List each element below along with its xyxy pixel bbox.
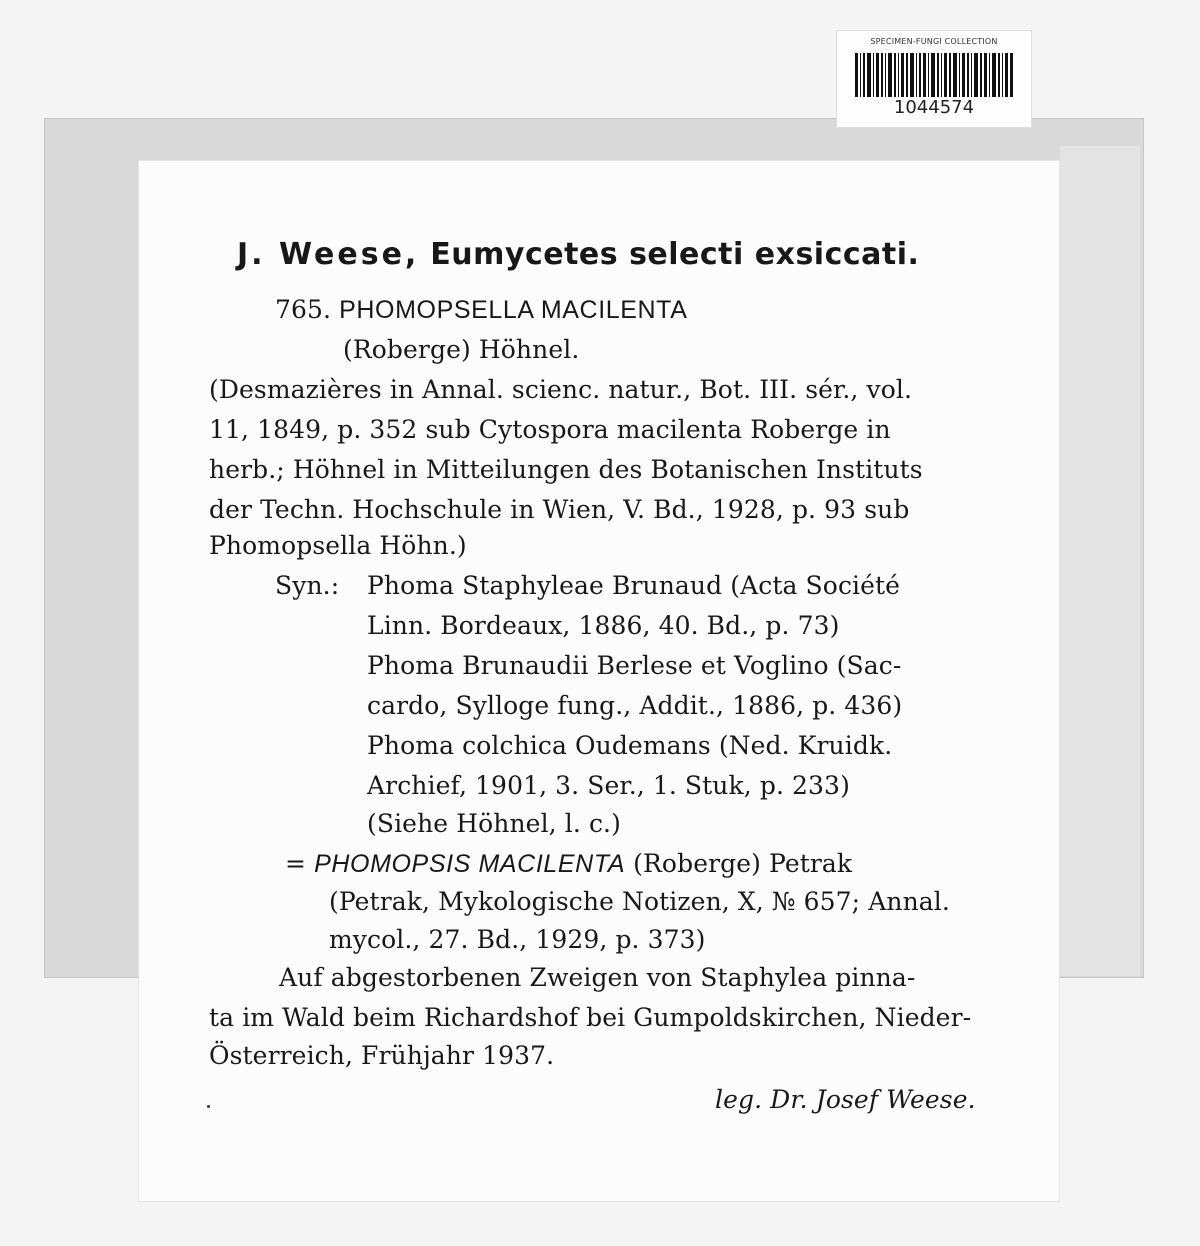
synonym-line: cardo, Sylloge fung., Addit., 1886, p. 436) xyxy=(367,691,903,720)
citation-line: (Desmazières in Annal. scienc. natur., Bot. III. sér., vol. xyxy=(209,375,912,404)
current-authority: (Roberge) Petrak xyxy=(633,849,853,878)
equals-sign: = xyxy=(285,849,307,878)
citation-line: Phomopsella Höhn.) xyxy=(209,531,467,560)
synonym-line: (Siehe Höhnel, l. c.) xyxy=(367,809,621,838)
series-title: Eumycetes selecti exsiccati. xyxy=(430,237,920,272)
current-name: PHOMOPSIS MACILENTA xyxy=(314,850,626,878)
barcode-number: 1044574 xyxy=(893,97,975,118)
barcode-header: SPECIMEN-FUNGI COLLECTION xyxy=(870,37,998,46)
taxon-authority: (Roberge) Höhnel. xyxy=(343,335,580,364)
series-author: J. Weese, xyxy=(237,237,420,272)
taxon-name: PHOMOPSELLA MACILENTA xyxy=(339,296,688,324)
current-name-line xyxy=(285,849,852,879)
barcode-label xyxy=(836,30,1032,128)
entry-line xyxy=(275,295,687,325)
synonym-line: Archief, 1901, 3. Ser., 1. Stuk, p. 233) xyxy=(367,771,850,800)
citation-line: der Techn. Hochschule in Wien, V. Bd., 1928, p. 93 sub xyxy=(209,495,910,524)
entry-number: 765. xyxy=(275,295,332,324)
current-citation-line: mycol., 27. Bd., 1929, p. 373) xyxy=(329,925,706,954)
synonym-line: Phoma Staphyleae Brunaud (Acta Société xyxy=(367,571,901,600)
ink-dot xyxy=(207,1105,210,1108)
habitat-line: Österreich, Frühjahr 1937. xyxy=(209,1041,555,1070)
barcode-icon xyxy=(855,53,1013,97)
current-citation-line: (Petrak, Mykologische Notizen, X, № 657; Annal. xyxy=(329,887,950,916)
habitat-line: Auf abgestorbenen Zweigen von Staphylea pinna- xyxy=(279,963,916,992)
synonym-label: Syn.: xyxy=(275,571,340,600)
synonym-line: Linn. Bordeaux, 1886, 40. Bd., p. 73) xyxy=(367,611,840,640)
citation-line: herb.; Höhnel in Mitteilungen des Botanischen Instituts xyxy=(209,455,923,484)
synonym-line: Phoma colchica Oudemans (Ned. Kruidk. xyxy=(367,731,893,760)
backing-sheet-fold xyxy=(1060,146,1140,976)
label-heading xyxy=(237,237,919,272)
citation-line: 11, 1849, p. 352 sub Cytospora macilenta Roberge in xyxy=(209,415,891,444)
synonym-line: Phoma Brunaudii Berlese et Voglino (Sac- xyxy=(367,651,902,680)
collector-line: leg. Dr. Josef Weese. xyxy=(715,1085,976,1114)
habitat-line: ta im Wald beim Richardshof bei Gumpoldskirchen, Nieder- xyxy=(209,1003,972,1032)
exsiccata-label xyxy=(138,160,1060,1202)
